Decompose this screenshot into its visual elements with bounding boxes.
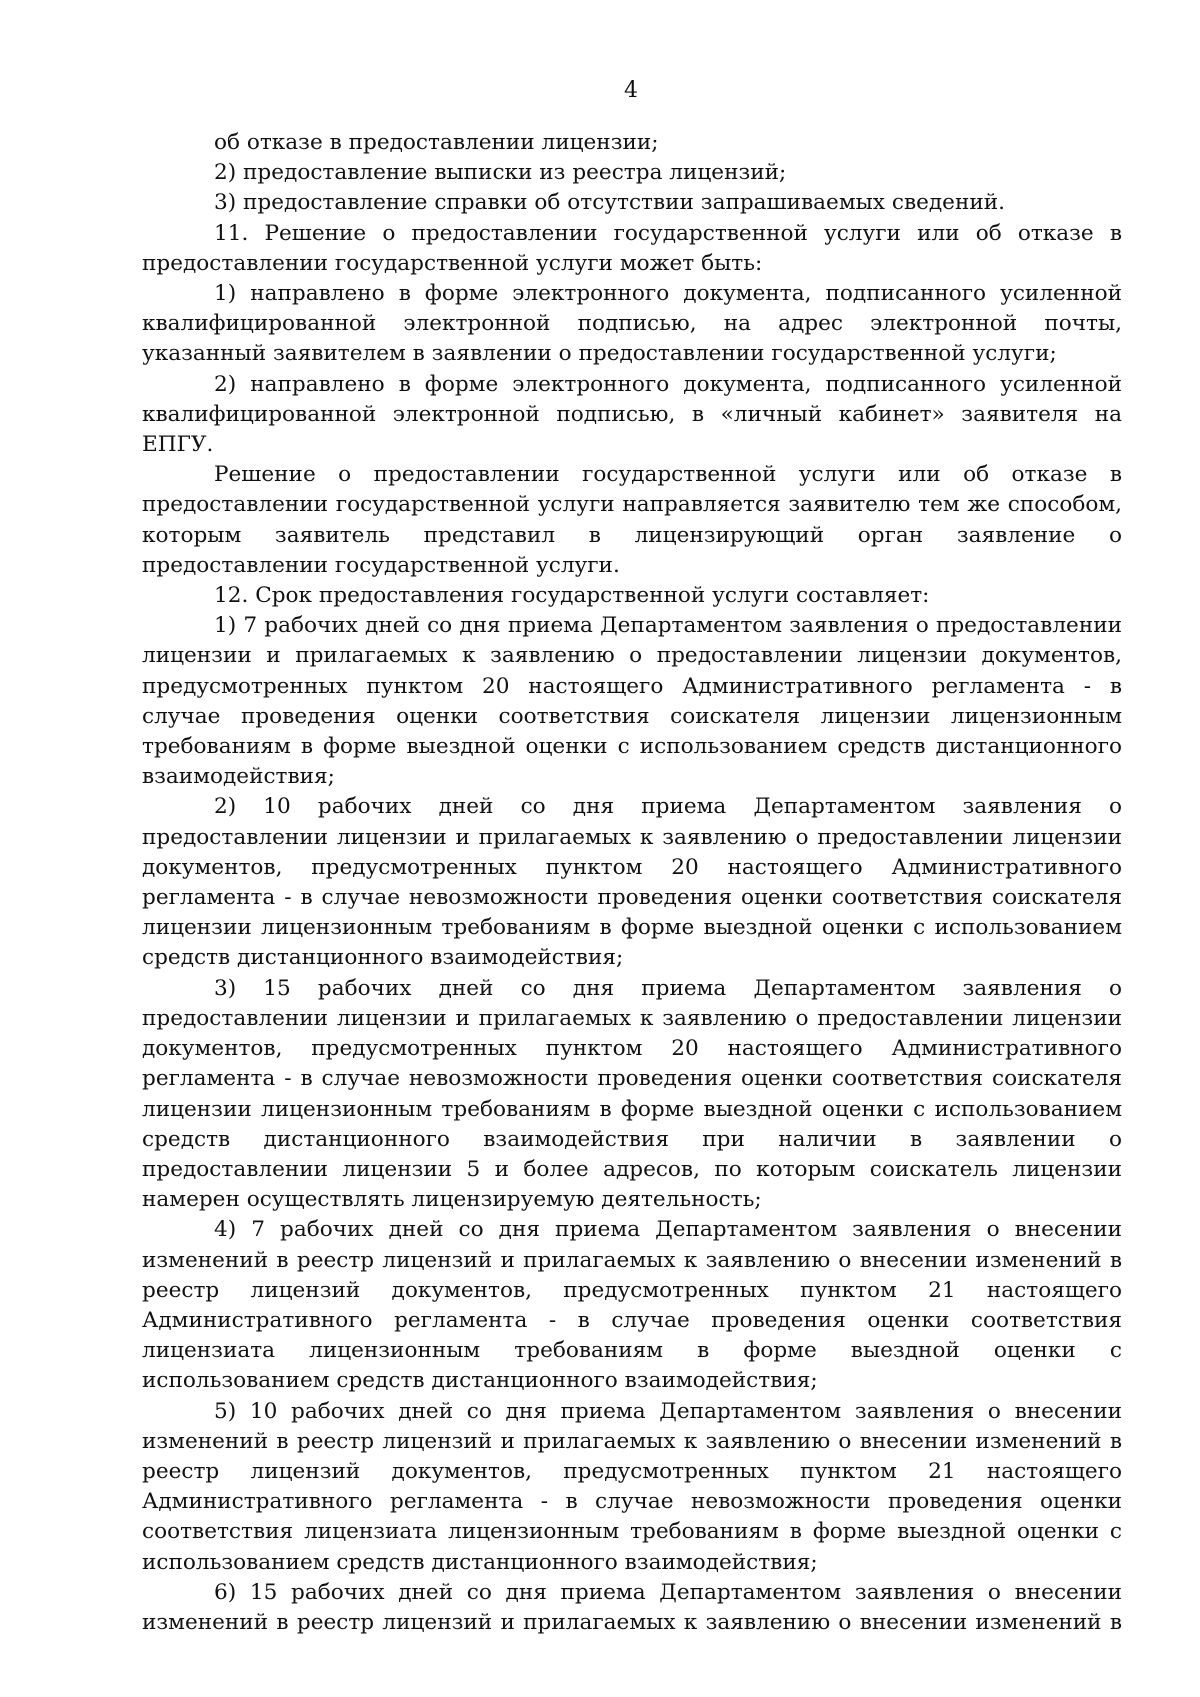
document-body <box>142 128 1122 1638</box>
paragraph-list-item: 5) 10 рабочих дней со дня приема Департаментом заявления о внесении изменений в реестр лицензий и прилагаемых к заявлению о внесении изменений в реестр лицензий документов, предусмотренных пунктом 21 настоящего Административного регламента - в случае невозможности проведения оценки соответствия лицензиата лицензионным требованиям в форме выездной оценки с использованием средств дистанционного взаимодействия; <box>142 1398 1122 1575</box>
paragraph-list-item: 6) 15 рабочих дней со дня приема Департаментом заявления о внесении изменений в реестр лицензий и прилагаемых к заявлению о внесении изменений в <box>142 1579 1122 1635</box>
paragraph-list-item: 2) предоставление выписки из реестра лицензий; <box>214 160 787 186</box>
paragraph-clause-12: 12. Срок предоставления государственной услуги составляет: <box>214 583 930 609</box>
paragraph-clause-11: 11. Решение о предоставлении государственной услуги или об отказе в предоставлении государственной услуги может быть: <box>142 220 1122 276</box>
paragraph-list-item: 1) 7 рабочих дней со дня приема Департаментом заявления о предоставлении лицензии и прилагаемых к заявлению о предоставлении лицензии документов, предусмотренных пунктом 20 настоящего Административного регламента - в случае проведения оценки соответствия соискателя лицензии лицензионным требованиям в форме выездной оценки с использованием средств дистанционного взаимодействия; <box>142 613 1122 790</box>
page-number: 4 <box>624 78 638 103</box>
paragraph-list-item: 1) направлено в форме электронного документа, подписанного усиленной квалифицированной электронной подписью, на адрес электронной почты, указанный заявителем в заявлении о предоставлении государственной услуги; <box>142 281 1122 367</box>
paragraph-list-item: 3) 15 рабочих дней со дня приема Департаментом заявления о предоставлении лицензии и прилагаемых к заявлению о предоставлении лицензии документов, предусмотренных пунктом 20 настоящего Административного регламента - в случае невозможности проведения оценки соответствия соискателя лицензии лицензионным требованиям в форме выездной оценки с использованием средств дистанционного взаимодействия при наличии в заявлении о предоставлении лицензии 5 и более адресов, по которым соискатель лицензии намерен осуществлять лицензируемую деятельность; <box>142 975 1122 1213</box>
paragraph-list-item: 3) предоставление справки об отсутствии запрашиваемых сведений. <box>214 190 1005 216</box>
paragraph-continuation: об отказе в предоставлении лицензии; <box>214 130 659 155</box>
paragraph-list-item: 2) направлено в форме электронного документа, подписанного усиленной квалифицированной электронной подписью, в «личный кабинет» заявителя на ЕПГУ. <box>142 371 1122 458</box>
paragraph-text: Решение о предоставлении государственной услуги или об отказе в предоставлении государственной услуги направляется заявителю тем же способом, которым заявитель представил в лицензирующий орган заявление о предоставлении государственной услуги. <box>142 462 1122 578</box>
paragraph-list-item: 4) 7 рабочих дней со дня приема Департаментом заявления о внесении изменений в реестр лицензий и прилагаемых к заявлению о внесении изменений в реестр лицензий документов, предусмотренных пунктом 21 настоящего Административного регламента - в случае проведения оценки соответствия лицензиата лицензионным требованиям в форме выездной оценки с использованием средств дистанционного взаимодействия; <box>142 1217 1122 1394</box>
paragraph-list-item: 2) 10 рабочих дней со дня приема Департаментом заявления о предоставлении лицензии и прилагаемых к заявлению о предоставлении лицензии документов, предусмотренных пунктом 20 настоящего Административного регламента - в случае невозможности проведения оценки соответствия соискателя лицензии лицензионным требованиям в форме выездной оценки с использованием средств дистанционного взаимодействия; <box>142 794 1122 971</box>
